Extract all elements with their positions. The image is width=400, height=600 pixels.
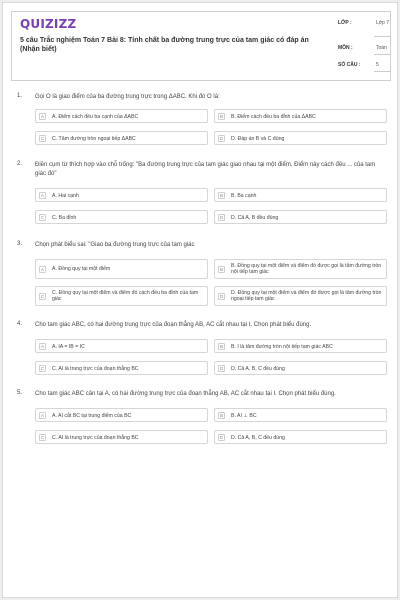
option-text: A. IA = IB = IC — [52, 343, 85, 350]
option-c[interactable] — [35, 430, 208, 444]
option-text: C. Ba đỉnh — [52, 214, 77, 221]
option-b[interactable] — [214, 259, 387, 279]
meta-label-mon: MÔN : — [338, 45, 353, 51]
option-c[interactable] — [35, 210, 208, 224]
option-letter: A — [40, 114, 44, 119]
worksheet-header — [11, 11, 391, 81]
option-b[interactable] — [214, 188, 387, 202]
option-letter: C — [40, 366, 45, 371]
option-text: B. Điểm cách đều ba đỉnh của ΔABC — [231, 113, 316, 120]
meta-value-mon: Toán — [376, 45, 387, 51]
option-text: C. Tâm đường tròn ngoại tiếp ΔABC — [52, 135, 136, 142]
option-text: B. Ba cạnh — [231, 192, 257, 199]
option-letter: D — [219, 294, 224, 299]
option-letter: B — [219, 193, 223, 198]
option-letter: A — [40, 413, 44, 418]
worksheet-title: 5 câu Trắc nghiệm Toán 7 Bài 8: Tính chất ba đường trung trực của tam giác có đáp án (Nhận biết) — [20, 37, 309, 53]
option-text: B. Đồng quy tại một điểm và điểm đó được gọi là tâm đường tròn nội tiếp tam giác — [231, 262, 382, 275]
question-text: Cho tam giác ABC cân tại A, có hai đường trung trực của đoạn thẳng AB, AC cắt nhau tại I. Chọn phát biểu đúng. — [35, 391, 336, 397]
option-text: C. AI là trung trực của đoạn thẳng BC — [52, 365, 139, 372]
question-text: Chọn phát biểu sai: "Giao ba đường trung trực của tam giác — [35, 242, 195, 248]
meta-label-socau: SỐ CÂU : — [338, 62, 361, 68]
option-text: C. Đồng quy tại một điểm và điểm đó cách đều ba đỉnh của tam giác — [52, 289, 199, 302]
option-a[interactable] — [35, 188, 208, 202]
option-letter: B — [219, 267, 223, 272]
option-text: D. Đồng quy tại một điểm và điểm đó được gọi là tâm đường tròn ngoại tiếp tam giác — [231, 289, 382, 302]
option-letter: D — [219, 215, 224, 220]
option-text: A. Điểm cách đều ba cạnh của ΔABC — [52, 113, 139, 120]
question-text: Cho tam giác ABC, có hai đường trung trực của đoạn thẳng AB, AC cắt nhau tại I. Chọn phát biểu đúng. — [35, 322, 312, 328]
question-number: 3. — [17, 241, 23, 247]
option-d[interactable] — [214, 131, 387, 145]
meta-value-socau: 5 — [376, 62, 379, 68]
option-text: A. Hai cạnh — [52, 192, 79, 199]
option-d[interactable] — [214, 361, 387, 375]
option-a[interactable] — [35, 259, 208, 279]
question-text: Điền cụm từ thích hợp vào chỗ trống: "Ba đường trung trực của tam giác giao nhau tại một điểm. Điểm này cách đều ... của tam giác đó" — [35, 162, 376, 177]
option-text: B. AI ⊥ BC — [231, 412, 257, 419]
option-letter: A — [40, 267, 44, 272]
option-c[interactable] — [35, 286, 208, 306]
option-text: C. AI là trung trực của đoạn thẳng BC — [52, 434, 139, 441]
option-text: D. Cả A, B, C đều đúng — [231, 434, 285, 441]
option-b[interactable] — [214, 109, 387, 123]
option-a[interactable] — [35, 339, 208, 353]
question-number: 5. — [17, 390, 23, 396]
question-number: 2. — [17, 161, 23, 167]
option-letter: B — [219, 114, 223, 119]
worksheet-page — [2, 2, 398, 598]
option-letter: D — [219, 435, 224, 440]
option-letter: B — [219, 413, 223, 418]
option-c[interactable] — [35, 361, 208, 375]
option-b[interactable] — [214, 408, 387, 422]
option-letter: D — [219, 136, 224, 141]
option-text: A. Đồng quy tại một điểm — [52, 266, 111, 272]
question-5 — [17, 390, 389, 450]
option-c[interactable] — [35, 131, 208, 145]
meta-panel — [334, 12, 392, 82]
question-1 — [17, 93, 389, 153]
meta-value-lop: Lớp 7 — [376, 20, 390, 26]
option-text: D. Cả A, B, C đều đúng — [231, 365, 285, 372]
option-letter: C — [40, 136, 45, 141]
option-d[interactable] — [214, 210, 387, 224]
meta-underline — [374, 71, 390, 72]
option-letter: B — [219, 344, 223, 349]
question-2 — [17, 161, 389, 231]
question-3 — [17, 241, 389, 311]
option-a[interactable] — [35, 109, 208, 123]
question-text: Gọi O là giao điểm của ba đường trung trực trong ΔABC. Khi đó O là: — [35, 94, 220, 100]
option-text: B. I là tâm đường tròn nội tiếp tam giác ABC — [231, 343, 333, 350]
option-text: D. Cả A, B đều đúng — [231, 214, 279, 221]
option-a[interactable] — [35, 408, 208, 422]
meta-label-lop: LỚP : — [338, 20, 352, 26]
option-d[interactable] — [214, 286, 387, 306]
question-number: 4. — [17, 321, 23, 327]
question-number: 1. — [17, 93, 23, 99]
option-letter: C — [40, 294, 45, 299]
option-letter: D — [219, 366, 224, 371]
option-letter: A — [40, 193, 44, 198]
quizizz-logo: QUIZIZZ — [20, 17, 77, 31]
option-letter: C — [40, 215, 45, 220]
option-letter: C — [40, 435, 45, 440]
option-letter: A — [40, 344, 44, 349]
meta-underline — [374, 36, 390, 37]
option-b[interactable] — [214, 339, 387, 353]
meta-underline — [374, 54, 390, 55]
option-text: D. Đáp án B và C đúng — [231, 135, 285, 142]
option-d[interactable] — [214, 430, 387, 444]
option-text: A. AI cắt BC tại trung điểm của BC — [52, 412, 132, 419]
question-4 — [17, 321, 389, 381]
